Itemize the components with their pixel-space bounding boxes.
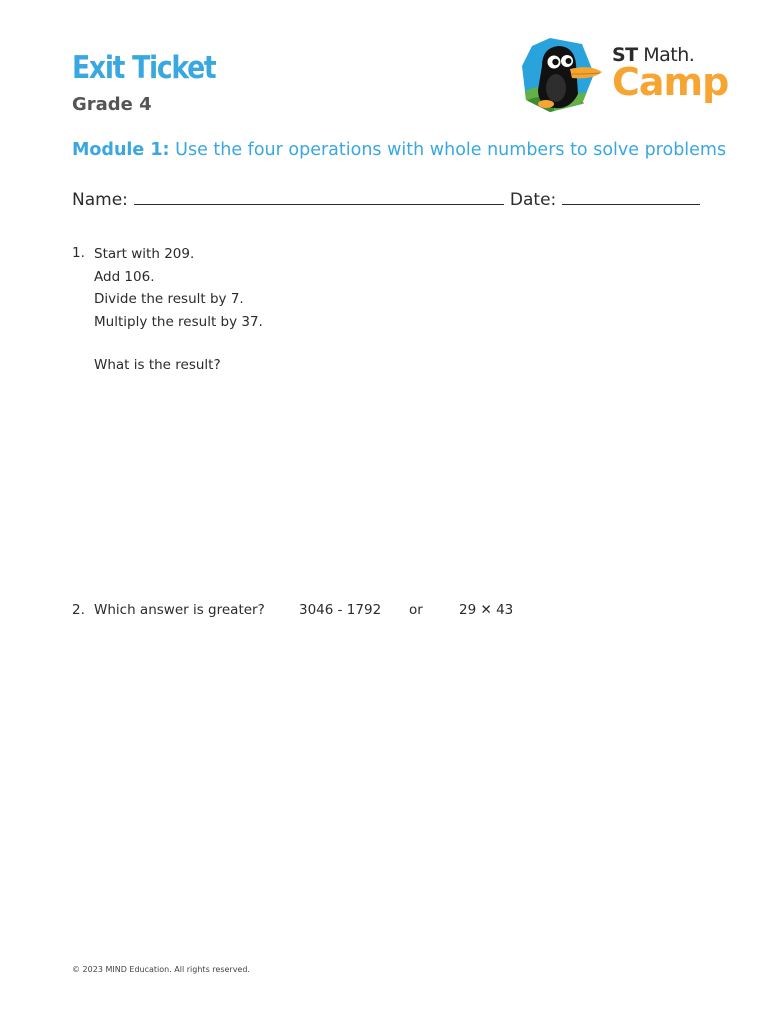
module-heading (72, 140, 726, 160)
step-line: Divide the result by 7. (94, 291, 244, 307)
st-math-camp-logo (520, 36, 730, 116)
page-title: Exit Ticket (72, 50, 216, 86)
name-date-line (72, 187, 700, 210)
grade-label: Grade 4 (72, 94, 152, 115)
logo-st-math-text: ST Math. (612, 44, 695, 66)
name-label: Name: (72, 190, 128, 210)
module-label: Module 1: (72, 140, 170, 160)
copyright-footer: © 2023 MIND Education. All rights reserved. (72, 965, 250, 974)
question-steps (94, 245, 263, 335)
option-b: 29 ✕ 43 (459, 602, 514, 618)
connector-or: or (409, 602, 423, 618)
step-line: Multiply the result by 37. (94, 313, 263, 330)
step-line: Add 106. (94, 268, 155, 285)
date-blank[interactable] (562, 187, 700, 205)
question-number: 1. (72, 245, 85, 261)
logo-camp-text: Camp (612, 60, 729, 104)
module-text: Use the four operations with whole numbers to solve problems (175, 140, 727, 160)
question-prompt: Which answer is greater? (94, 602, 265, 618)
date-label: Date: (509, 190, 557, 210)
option-a: 3046 - 1792 (299, 602, 382, 618)
name-blank[interactable] (134, 187, 504, 205)
step-line: Start with 209. (94, 246, 195, 262)
question-number: 2. (72, 602, 85, 618)
penguin-logo-icon (520, 36, 610, 116)
question-prompt: What is the result? (94, 357, 221, 373)
svg-text:™: ™ (580, 102, 585, 108)
